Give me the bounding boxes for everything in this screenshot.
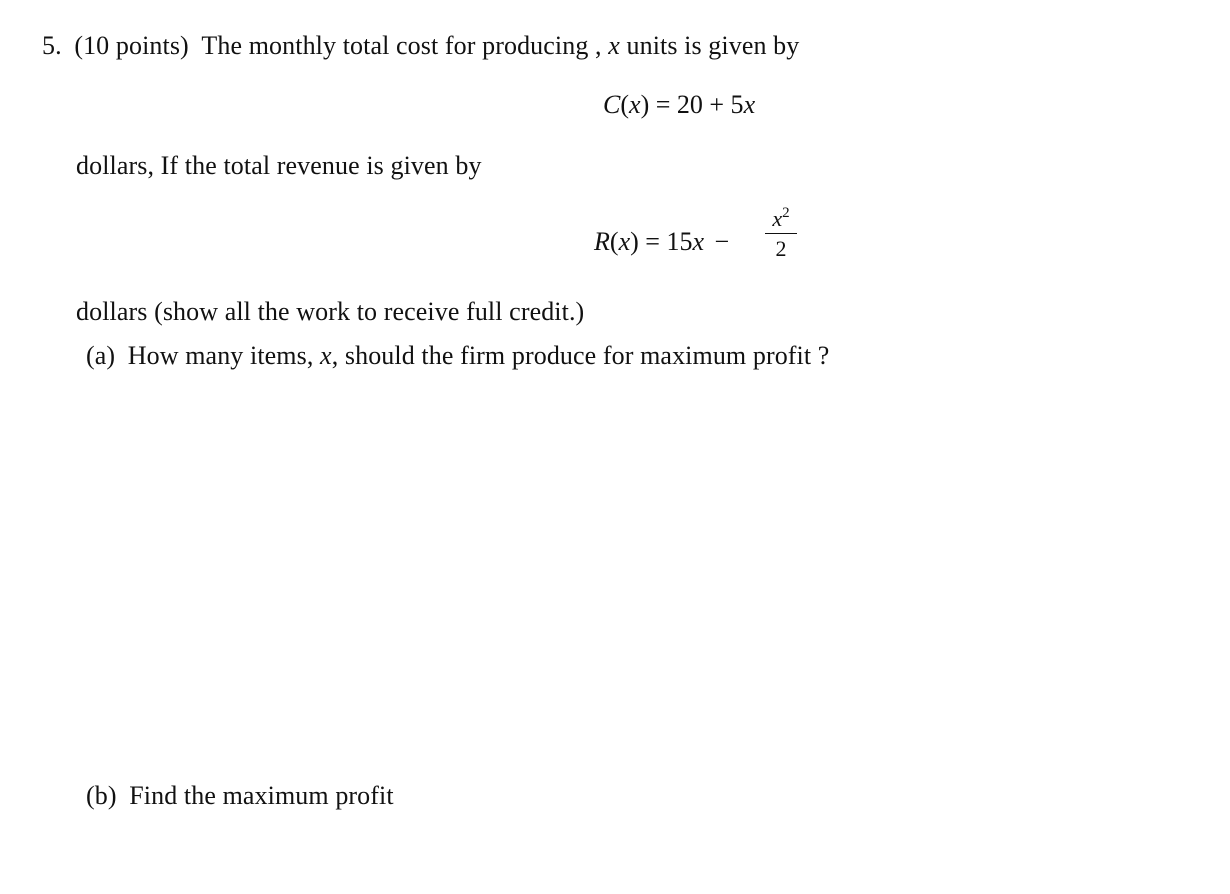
cost-equation [603, 90, 755, 120]
problem-intro-prefix: The monthly total cost for producing , [201, 31, 602, 60]
cost-close: ) [640, 90, 650, 119]
part-a-text-prefix: How many items, [127, 341, 314, 370]
problem-intro-suffix: units is given by [626, 31, 800, 60]
part-b-label: (b) [86, 781, 117, 810]
part-a-text-suffix: , should the firm produce for maximum profit ? [331, 341, 830, 370]
cost-rhs-var: x [743, 90, 756, 119]
revenue-var: x [618, 227, 631, 256]
revenue-close: ) [630, 227, 639, 256]
problem-intro-var: x [608, 31, 620, 60]
cost-open: ( [620, 90, 630, 119]
revenue-intro: dollars, If the total revenue is given by [76, 151, 482, 180]
fraction-numerator [765, 207, 797, 231]
revenue-rhs-var: x [692, 227, 704, 256]
part-a-label: (a) [86, 341, 116, 370]
fraction-bar [765, 233, 797, 234]
fraction-num-exp: 2 [782, 205, 790, 221]
cost-var: x [629, 90, 641, 119]
part-b-text: Find the maximum profit [129, 781, 394, 810]
part-a [86, 341, 829, 371]
fraction-num-var: x [772, 206, 783, 231]
part-b [86, 781, 394, 811]
revenue-fn: R [594, 227, 610, 256]
part-a-var: x [320, 341, 332, 370]
cost-fn: C [603, 90, 621, 119]
revenue-fraction [765, 207, 797, 261]
problem-number: 5. [42, 31, 62, 60]
revenue-rhs-const: = 15 [645, 227, 693, 256]
problem-header [42, 31, 799, 61]
work-note: dollars (show all the work to receive full credit.) [76, 297, 585, 326]
revenue-minus: − [714, 227, 730, 256]
fraction-denominator: 2 [775, 236, 787, 261]
revenue-equation [594, 227, 729, 257]
problem-points: (10 points) [74, 31, 189, 60]
cost-rhs-const: = 20 + 5 [655, 90, 744, 119]
revenue-open: ( [609, 227, 619, 256]
